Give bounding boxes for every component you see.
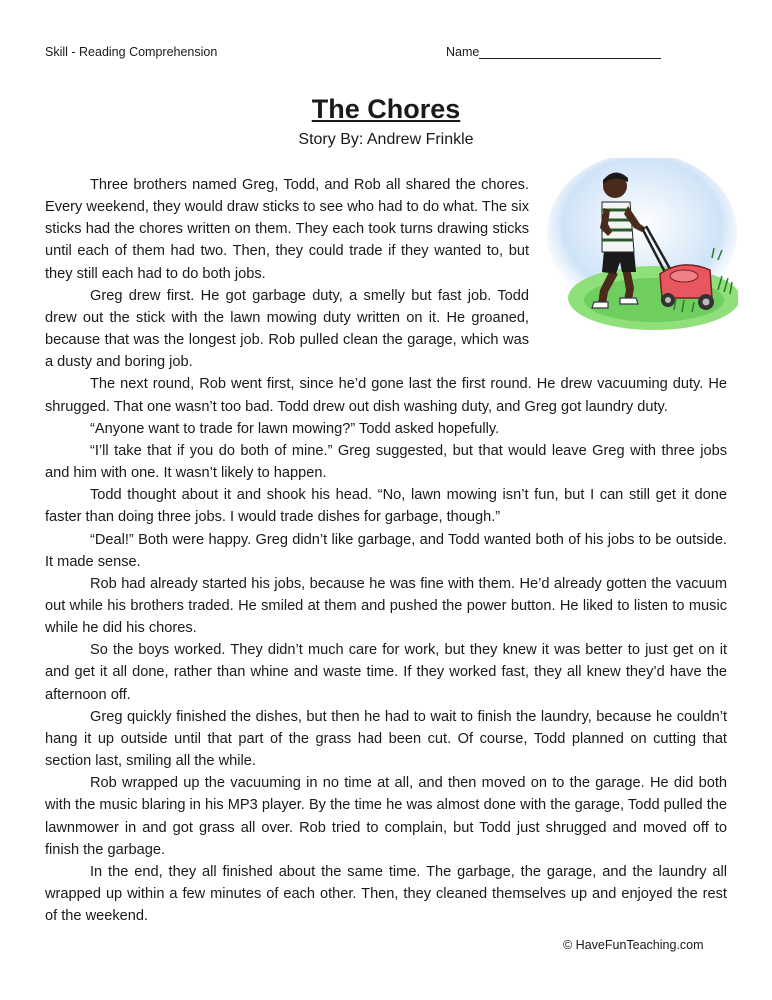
story-paragraph: “Anyone want to trade for lawn mowing?” Todd asked hopefully.	[90, 420, 500, 437]
story-paragraph: In the end, they all finished about the same time. The garbage, the garage, and the laundry all wrapped up within a few minutes of each other. Then, they cleaned themselves up and enjoyed the rest of the weekend.	[45, 863, 727, 925]
story-paragraph: Rob had already started his jobs, because he was fine with them. He’d already gotten the vacuum out while his brothers traded. He smiled at them and pushed the power button. He liked to listen to music while he did his chores.	[45, 575, 727, 637]
name-label: Name	[446, 45, 480, 59]
copyright-footer: © HaveFunTeaching.com	[563, 938, 704, 952]
story-paragraph: The next round, Rob went first, since he’d gone last the first round. He drew vacuuming duty. He shrugged. That one wasn’t too bad. Todd drew out dish washing duty, and Greg got laundry duty.	[45, 376, 727, 415]
story-paragraph: Rob wrapped up the vacuuming in no time at all, and then moved on to the garage. He did both with the music blaring in his MP3 player. By the time he was almost done with the garage, Todd pulled the lawnmower in and got grass all over. Rob tried to complain, but Todd just shrugged and moved off to finish the garbage.	[45, 775, 727, 858]
illustration-space	[529, 174, 727, 344]
story-paragraph: “Deal!” Both were happy. Greg didn’t like garbage, and Todd wanted both of his jobs to be outside. It made sense.	[45, 531, 727, 570]
story-paragraph: Greg drew first. He got garbage duty, a smelly but fast job. Todd drew out the stick with the lawn mowing duty written on it. He groaned, because that was the longest job. Rob pulled clean the garage, which was a dusty and boring job.	[45, 287, 529, 371]
story-paragraph: Greg quickly finished the dishes, but then he had to wait to finish the laundry, because he couldn’t hang it up outside until that part of the grass had been cut. Of course, Todd planned on cutting that section last, smiling all the while.	[45, 708, 727, 770]
story-text	[45, 174, 727, 927]
skill-label: Skill - Reading Comprehension	[45, 45, 218, 59]
story-paragraph: Todd thought about it and shook his head. “No, lawn mowing isn’t fun, but I can still get it done faster than doing three jobs. I would trade dishes for garbage, though.”	[45, 487, 727, 526]
name-blank-line	[479, 46, 661, 59]
story-paragraph: Three brothers named Greg, Todd, and Rob all shared the chores. Every weekend, they would draw sticks to see who had to do what. The six sticks had the chores written on them. They each took turns drawing sticks until each of them had two. Then, they could trade if they wanted to, but they still each had to do both jobs.	[45, 177, 529, 282]
story-paragraph: “I’ll take that if you do both of mine.” Greg suggested, but that would leave Greg with three jobs and him with one. It wasn’t likely to happen.	[45, 442, 727, 482]
story-title: The Chores	[311, 94, 461, 124]
story-paragraph: So the boys worked. They didn’t much care for work, but they knew it was better to just get on it and get it all done, rather than whine and waste time. If they worked fast, they all knew they’d have the afternoon off.	[45, 642, 727, 703]
story-byline: Story By: Andrew Frinkle	[298, 131, 474, 148]
name-field	[446, 45, 661, 59]
